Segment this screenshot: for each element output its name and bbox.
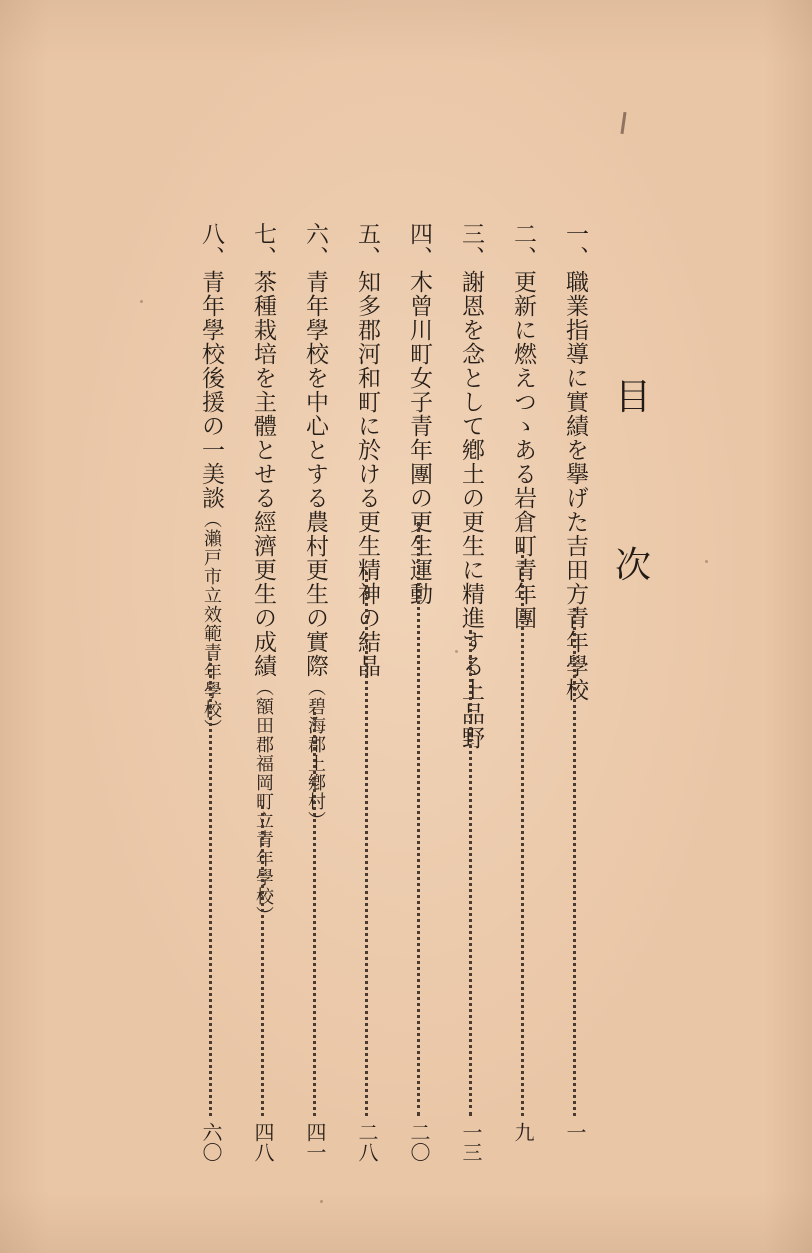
toc-entry-number: 四、 (406, 222, 432, 270)
toc-entry-sub: （瀨戸市立效範青年學校） (201, 510, 222, 738)
paper-speck (140, 300, 143, 303)
toc-entry-5 (352, 222, 382, 1172)
toc-entry-8 (196, 222, 226, 1172)
dot-leader (469, 630, 472, 1116)
dot-leader (313, 712, 316, 1116)
toc-entry-text: 青年學校を中心とする農村更生の實際 (302, 270, 328, 678)
toc-entry-page: 二〇 (407, 1122, 431, 1162)
dot-leader (417, 522, 420, 1116)
toc-entry-page: 二八 (355, 1122, 379, 1162)
toc-entry-page: 一三 (459, 1122, 483, 1162)
heading-char-1: 目 (614, 377, 651, 418)
paper-speck (705, 560, 708, 563)
toc-entry-3 (456, 222, 486, 1172)
contents-heading (608, 378, 658, 598)
toc-entry-page: 一 (563, 1122, 587, 1142)
toc-entry-text: 茶種栽培を主體とせる經濟更生の成績 (250, 270, 276, 678)
toc-entry-number: 二、 (510, 222, 536, 270)
toc-entry-number: 一、 (562, 222, 588, 270)
dot-leader (365, 572, 368, 1116)
toc-entry-text: 職業指導に實績を擧げた吉田方青年學校 (562, 270, 588, 702)
paper-speck (320, 1200, 323, 1203)
toc-entry-text: 知多郡河和町に於ける更生精神の結晶 (354, 270, 380, 678)
toc-entry-6 (300, 222, 330, 1172)
toc-entry-number: 八、 (198, 222, 224, 270)
toc-entry-page: 四一 (303, 1122, 327, 1162)
toc-entry-4 (404, 222, 434, 1172)
dot-leader (573, 608, 576, 1116)
heading-char-2: 次 (614, 545, 651, 586)
toc-entry-7 (248, 222, 278, 1172)
toc-entry-sub: （額田郡福岡町立青年學校） (253, 678, 274, 925)
toc-entry-number: 七、 (250, 222, 276, 270)
toc-entry-number: 六、 (302, 222, 328, 270)
dot-leader (521, 548, 524, 1116)
toc-entry-page: 九 (511, 1122, 535, 1142)
dot-leader (209, 658, 212, 1116)
toc-entry-number: 三、 (458, 222, 484, 270)
toc-entry-page: 四八 (251, 1122, 275, 1162)
toc-entry-sub: （碧海郡上鄕村） (305, 678, 326, 830)
toc-entry-number: 五、 (354, 222, 380, 270)
ink-mark (620, 112, 626, 134)
toc-entry-page: 六〇 (199, 1122, 223, 1162)
toc-entry-1 (560, 222, 590, 1172)
toc-entry-text: 更新に燃えつゝある岩倉町青年團 (510, 270, 536, 630)
toc-entry-text: 青年學校後援の一美談 (198, 270, 224, 510)
toc-entry-text: 謝恩を念として鄕土の更生に精進する上品野 (458, 270, 484, 750)
toc-entry-2 (508, 222, 538, 1172)
toc-entry-text: 木曾川町女子青年團の更生運動 (406, 270, 432, 606)
dot-leader (261, 806, 264, 1116)
